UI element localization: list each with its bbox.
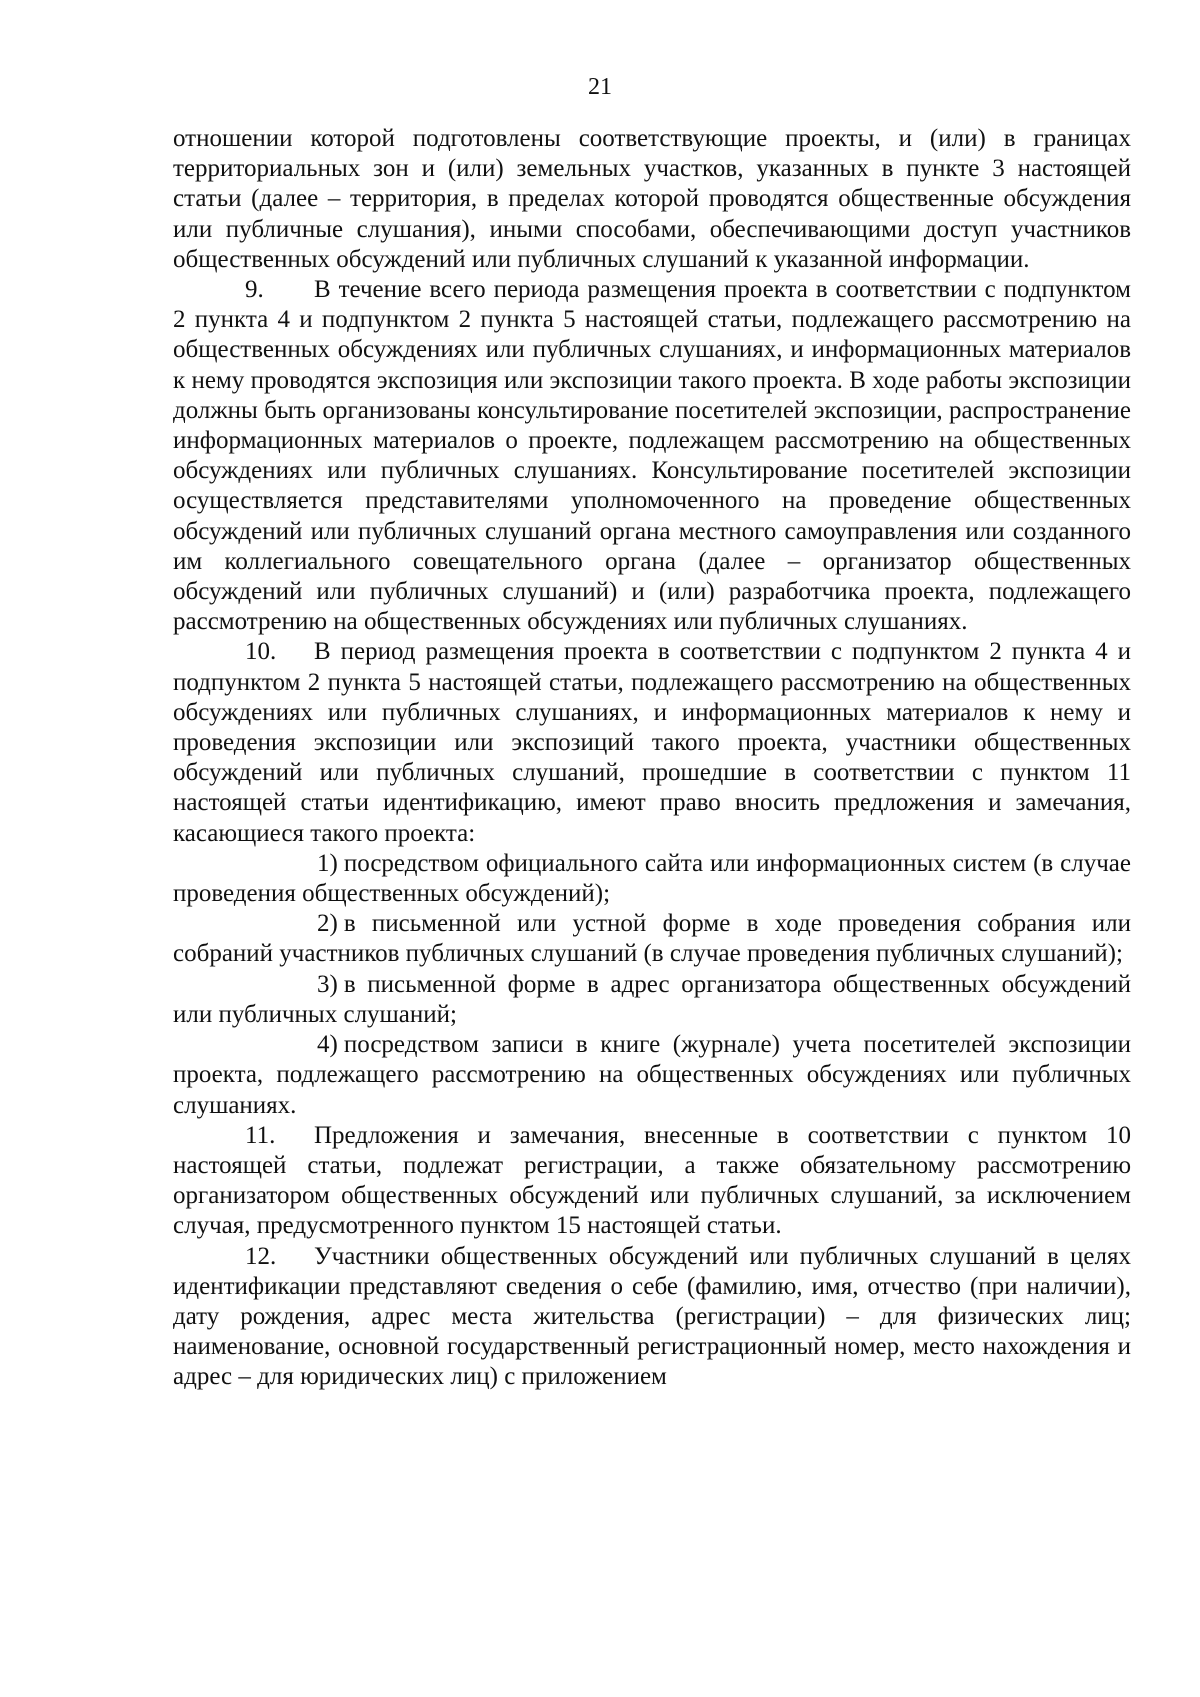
list-item-text: в письменной или устной форме в ходе проведения собрания или собраний участников публичных слушаний (в случае проведения публичных слушаний); — [173, 910, 1131, 968]
paragraph-10 — [173, 637, 1131, 848]
list-item-4 — [173, 1030, 1131, 1121]
paragraph-9 — [173, 275, 1131, 637]
list-item-number: 2) — [317, 910, 338, 938]
list-item-2 — [173, 909, 1131, 969]
paragraph-text: Предложения и замечания, внесенные в соответствии с пунктом 10 настоящей статьи, подлежат регистрации, а также обязательному рассмотрению организатором общественных обсуждений или публичных слушаний, за исключением случая, предусмотренного пунктом 15 настоящей статьи. — [173, 1121, 1131, 1240]
paragraph-text: отношении которой подготовлены соответствующие проекты, и (или) в границах территориальных зон и (или) земельных участков, указанных в пункте 3 настоящей статьи (далее – территория, в пределах которой проводятся общественные обсуждения или публичные слушания), иными способами, обеспечивающими доступ участников общественных обсуждений или публичных слушаний к указанной информации. — [173, 125, 1131, 273]
document-body — [173, 124, 1131, 1393]
page-number: 21 — [588, 74, 612, 100]
list-item-3 — [173, 970, 1131, 1030]
paragraph-text: В период размещения проекта в соответствии с подпунктом 2 пункта 4 и подпунктом 2 пункта 5 настоящей статьи, подлежащего рассмотрению на общественных обсуждениях или публичных слушаниях, и информационных материалов к нему и проведения экспозиции или экспозиций такого проекта, участники общественных обсуждений или публичных слушаний, прошедшие в соответствии с пунктом 11 настоящей статьи идентификацию, имеют право вносить предложения и замечания, касающиеся такого проекта: — [173, 638, 1131, 847]
paragraph-number: 12. — [245, 1242, 277, 1270]
list-item-text: посредством записи в книге (журнале) учета посетителей экспозиции проекта, подлежащего рассмотрению на общественных обсуждениях или публичных слушаниях. — [173, 1031, 1131, 1119]
paragraph-text: В течение всего периода размещения проекта в соответствии с подпунктом 2 пункта 4 и подпунктом 2 пункта 5 настоящей статьи, подлежащего рассмотрению на общественных обсуждениях или публичных слушаниях, и информационных материалов к нему проводятся экспозиция или экспозиции такого проекта. В ходе работы экспозиции должны быть организованы консультирование посетителей экспозиции, распространение информационных материалов о проекте, подлежащем рассмотрению на общественных обсуждениях или публичных слушаниях. Консультирование посетителей экспозиции осуществляется представителями уполномоченного на проведение общественных обсуждений или публичных слушаний органа местного самоуправления или созданного им коллегиального совещательного органа (далее – организатор общественных обсуждений или публичных слушаний) и (или) разработчика проекта, подлежащего рассмотрению на общественных обсуждениях или публичных слушаниях. — [173, 276, 1131, 636]
paragraph-number: 11. — [245, 1121, 276, 1149]
paragraph-text: Участники общественных обсуждений или публичных слушаний в целях идентификации представляют сведения о себе (фамилию, имя, отчество (при наличии), дату рождения, адрес места жительства (регистрации) – для физических лиц; наименование, основной государственный регистрационный номер, место нахождения и адрес – для юридических лиц) с приложением — [173, 1242, 1131, 1391]
paragraph-12 — [173, 1242, 1131, 1393]
paragraph-11 — [173, 1121, 1131, 1242]
list-item-1 — [173, 849, 1131, 909]
paragraph-number: 10. — [245, 638, 277, 666]
list-item-number: 1) — [317, 849, 338, 877]
list-item-number: 3) — [317, 970, 338, 998]
list-item-text: в письменной форме в адрес организатора общественных обсуждений или публичных слушаний; — [173, 970, 1131, 1028]
paragraph-continuation — [173, 124, 1131, 275]
list-item-text: посредством официального сайта или информационных систем (в случае проведения общественных обсуждений); — [173, 849, 1131, 908]
list-item-number: 4) — [317, 1031, 338, 1059]
paragraph-number: 9. — [245, 276, 264, 304]
